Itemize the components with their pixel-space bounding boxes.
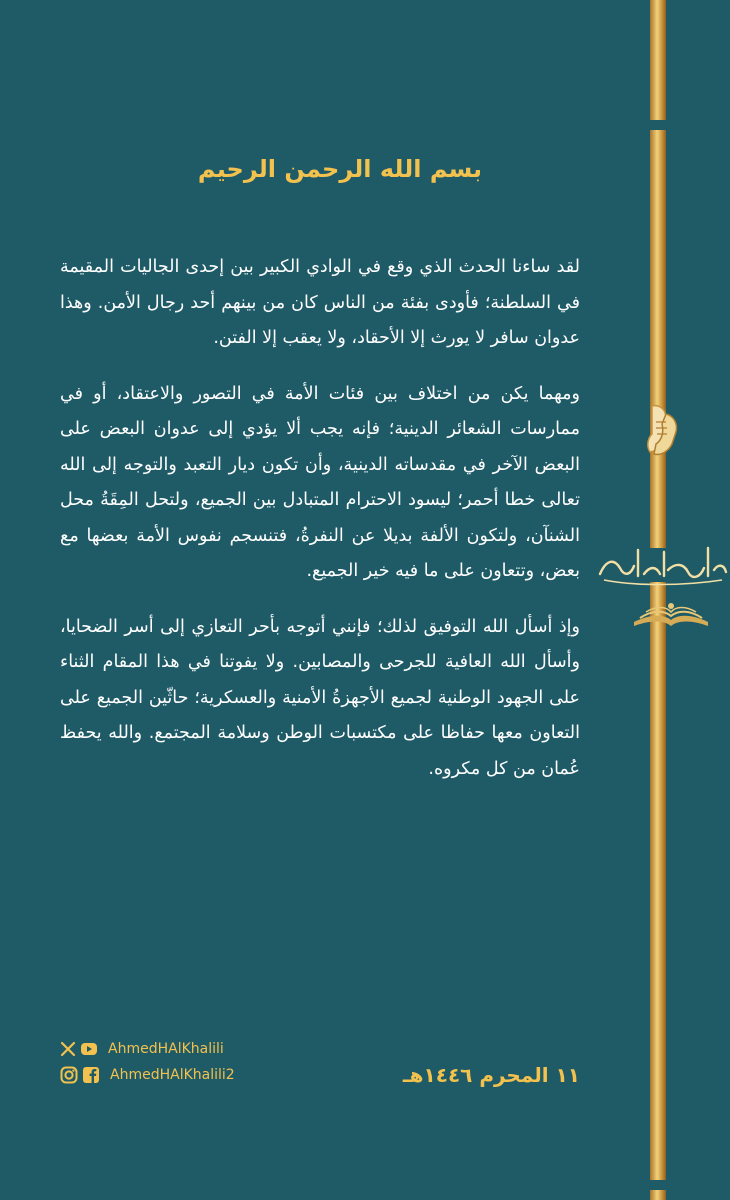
social-handle-secondary[interactable]: AhmedHAlKhalili2 bbox=[110, 1067, 235, 1083]
instagram-icon[interactable] bbox=[60, 1066, 78, 1084]
facebook-icon[interactable] bbox=[82, 1066, 100, 1084]
clasped-hands-icon bbox=[636, 400, 684, 460]
paragraph-2: ومهما يكن من اختلاف بين فئات الأمة في التصور والاعتقاد، أو في ممارسات الشعائر الدينية؛ فإنه يجب ألا يؤدي إلى عدوان البعض على البعض الآخر في مقدساته الدينية، وأن تكون ديار التعبد والتوجه إلى الله تعالى خطا أحمر؛ ليسود الاحترام المتبادل بين الجميع، ولتحل المِقَةُ محل الشنآن، ولتكون الألفة بديلا عن النفرةُ، فتنسجم نفوس الأمة بعضها مع بعض، وتتعاون على ما فيه خير الجميع. bbox=[60, 383, 580, 581]
bar-notch bbox=[646, 1180, 670, 1190]
paragraph-1: لقد ساءنا الحدث الذي وقع في الوادي الكبير بين إحدى الجاليات المقيمة في السلطنة؛ فأودى بفئة من الناس كان من بينهم أحد رجال الأمن. وهذا عدوان سافر لا يورث إلا الأحقاد، ولا يعقب إلا الفتن. bbox=[60, 257, 580, 348]
hijri-date: ١١ المحرم ١٤٤٦هـ bbox=[402, 1063, 580, 1087]
open-book-icon bbox=[626, 598, 716, 632]
bar-notch bbox=[646, 120, 670, 130]
paragraph-3: وإذ أسأل الله التوفيق لذلك؛ فإنني أتوجه بأحر التعازي إلى أسر الضحايا، وأسأل الله العافية للجرحى والمصابين. ولا يفوتنا في هذا المقام الثناء على الجهود الوطنية لجميع الأجهزةُ الأمنية والعسكرية؛ حاثّين الجميع على التعاون معها حفاظا على مكتسبات الوطن وسلامة المجتمع. والله يحفظ عُمان من كل مكروه. bbox=[60, 616, 580, 779]
social-row-secondary bbox=[60, 1062, 235, 1088]
youtube-icon[interactable] bbox=[80, 1042, 98, 1056]
social-row-primary bbox=[60, 1036, 235, 1062]
x-twitter-icon[interactable] bbox=[60, 1041, 76, 1057]
social-links bbox=[60, 1036, 235, 1088]
statement-body bbox=[60, 250, 580, 807]
calligraphic-signature bbox=[594, 540, 730, 590]
social-handle-primary[interactable]: AhmedHAlKhalili bbox=[108, 1041, 224, 1057]
basmala-title: بسم الله الرحمن الرحيم bbox=[197, 155, 483, 183]
